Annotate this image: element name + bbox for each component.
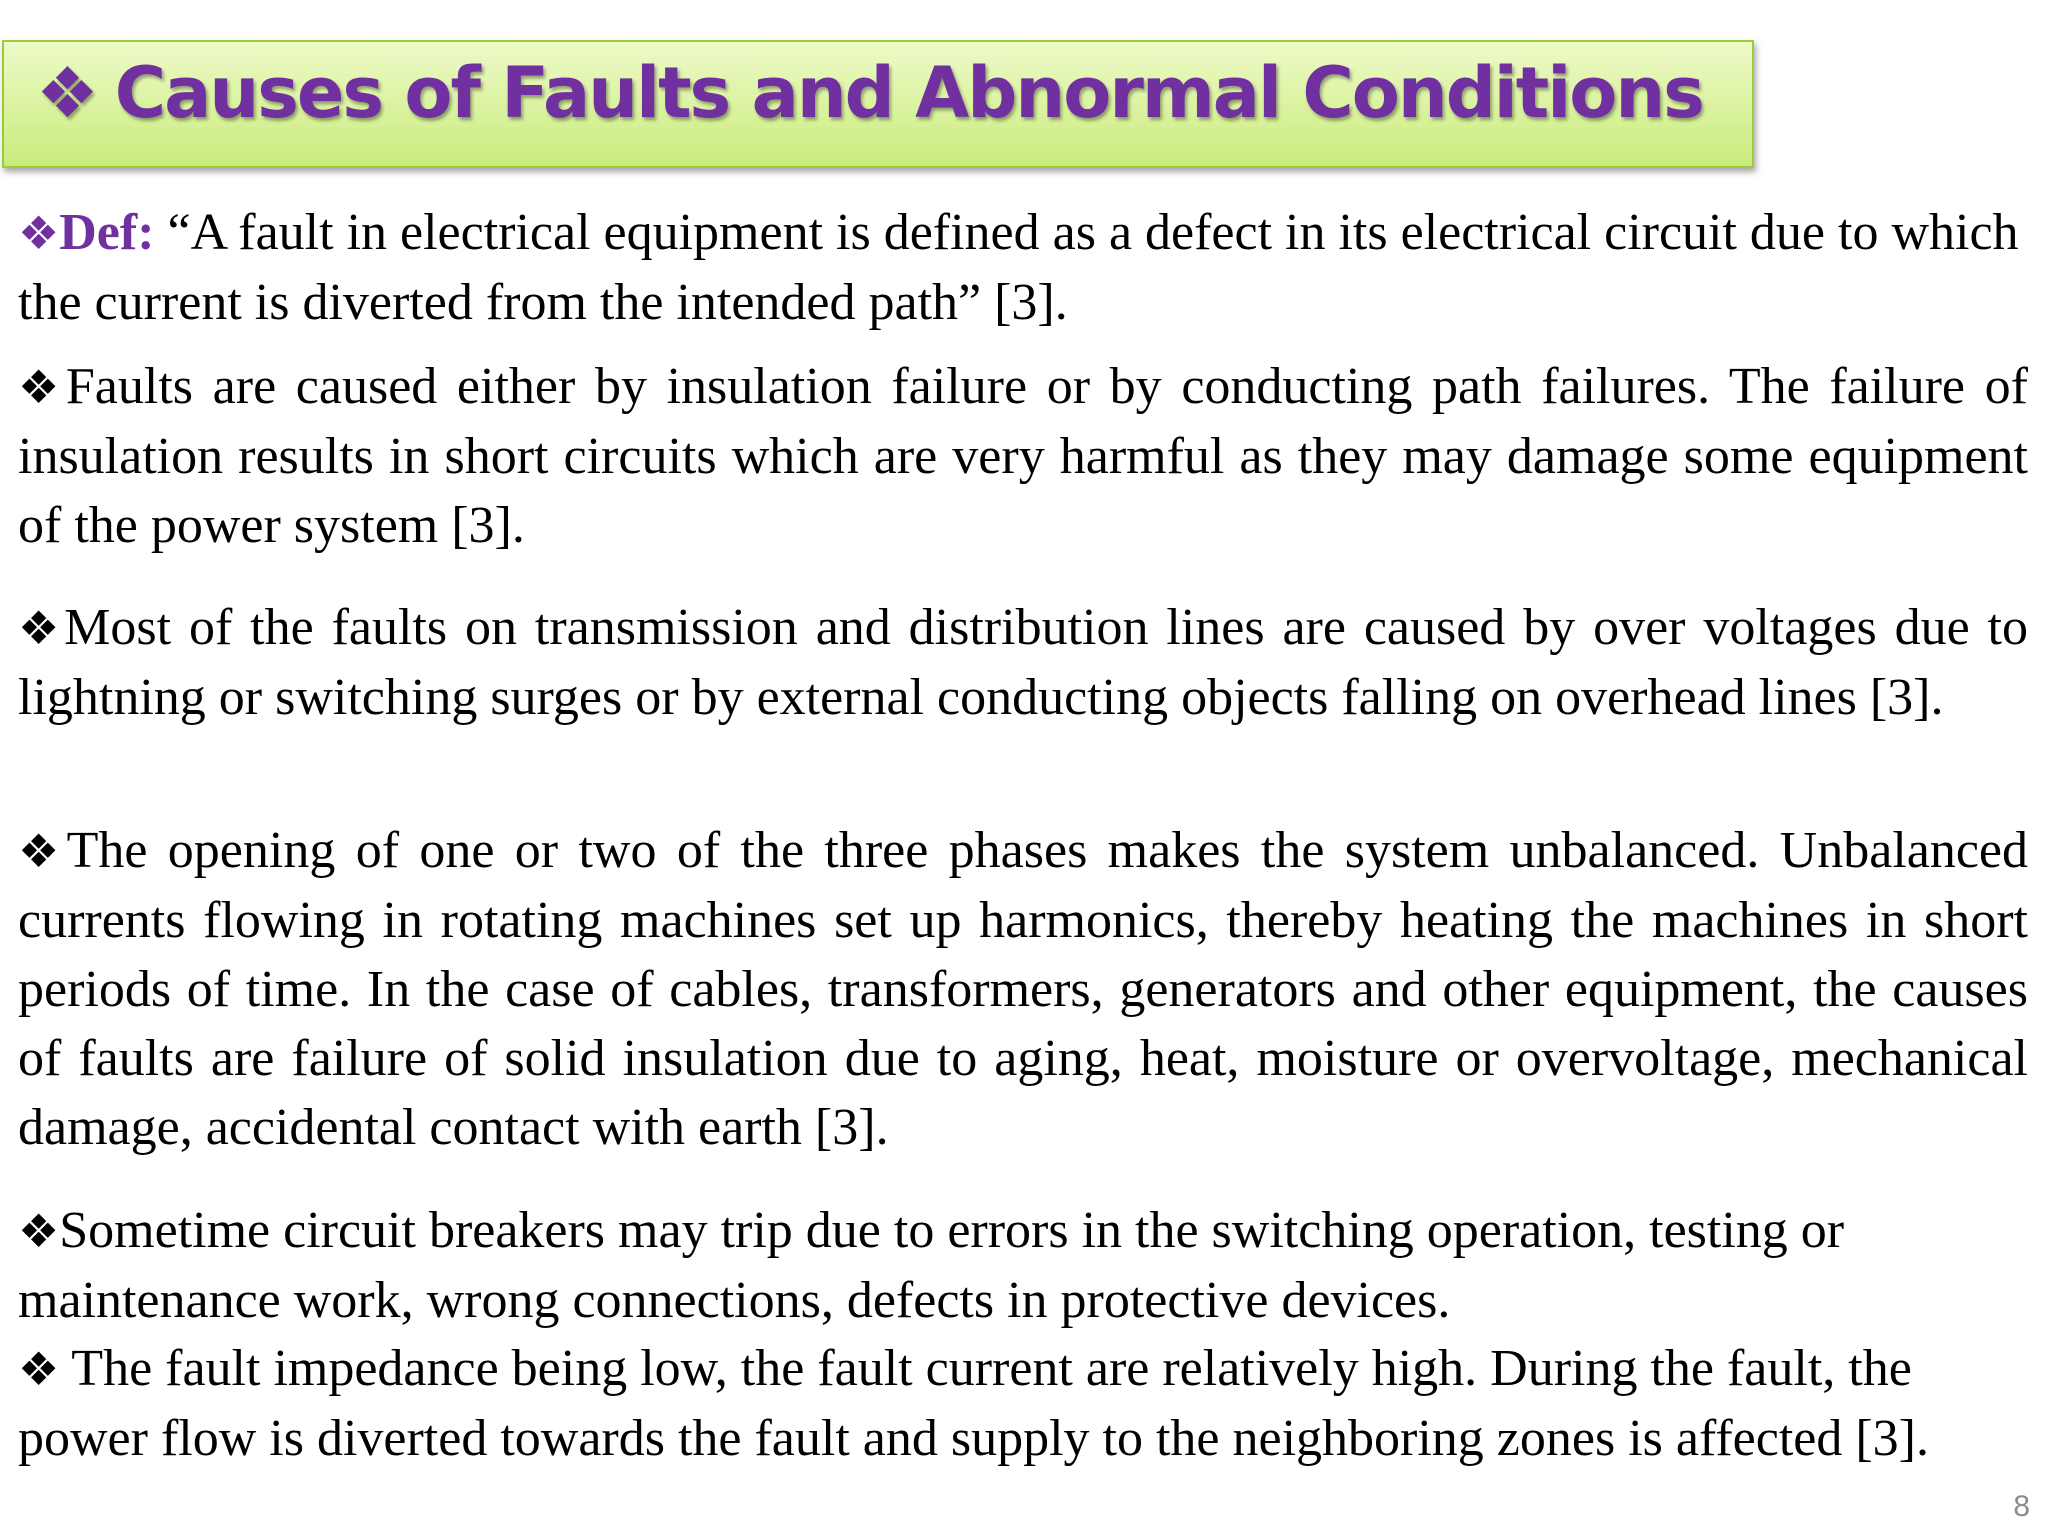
diamond-bullet-icon: ❖	[18, 362, 66, 413]
def-diamond-bullet-icon: ❖	[18, 208, 60, 259]
paragraph-text: Faults are caused either by insulation failure or by conducting path failures. The failure of insulation results in short circuits which are very harmful as they may damage some equipment of the power system [3].	[18, 358, 2028, 554]
bullet-paragraph-2	[18, 593, 2028, 732]
bullet-paragraph-5	[18, 1334, 2028, 1473]
slide-title	[36, 52, 1703, 134]
page-number: 8	[2013, 1490, 2030, 1523]
diamond-bullet-icon: ❖	[18, 826, 67, 877]
diamond-bullet-icon: ❖	[18, 1206, 60, 1257]
paragraph-text: The fault impedance being low, the fault current are relatively high. During the fault, the power flow is diverted towards the fault and supply to the neighboring zones is affected [3].	[18, 1340, 1929, 1467]
bullet-paragraph-1	[18, 352, 2028, 560]
paragraph-text: Sometime circuit breakers may trip due to errors in the switching operation, testing or maintenance work, wrong connections, defects in protective devices.	[18, 1202, 1845, 1329]
def-text: “A fault in electrical equipment is defined as a defect in its electrical circuit due to which the current is diverted from the intended path” [3].	[18, 204, 2019, 331]
slide-title-text: Causes of Faults and Abnormal Conditions	[114, 52, 1703, 134]
diamond-bullet-icon: ❖	[18, 1344, 60, 1395]
bullet-paragraph-3	[18, 816, 2028, 1162]
paragraph-text: Most of the faults on transmission and distribution lines are caused by over voltages due to lightning or switching surges or by external conducting objects falling on overhead lines [3].	[18, 599, 2028, 726]
definition-paragraph	[18, 198, 2028, 337]
title-diamond-bullet-icon: ❖	[36, 52, 97, 134]
bullet-paragraph-4	[18, 1196, 2028, 1335]
diamond-bullet-icon: ❖	[18, 603, 65, 654]
def-label: Def:	[59, 204, 155, 261]
paragraph-text: The opening of one or two of the three phases makes the system unbalanced. Unbalanced currents flowing in rotating machines set up harmonics, thereby heating the machines in short periods of time. In the case of cables, transformers, generators and other equipment, the causes of faults are failure of solid insulation due to aging, heat, moisture or overvoltage, mechanical damage, accidental contact with earth [3].	[18, 822, 2029, 1156]
title-banner	[2, 40, 1754, 168]
